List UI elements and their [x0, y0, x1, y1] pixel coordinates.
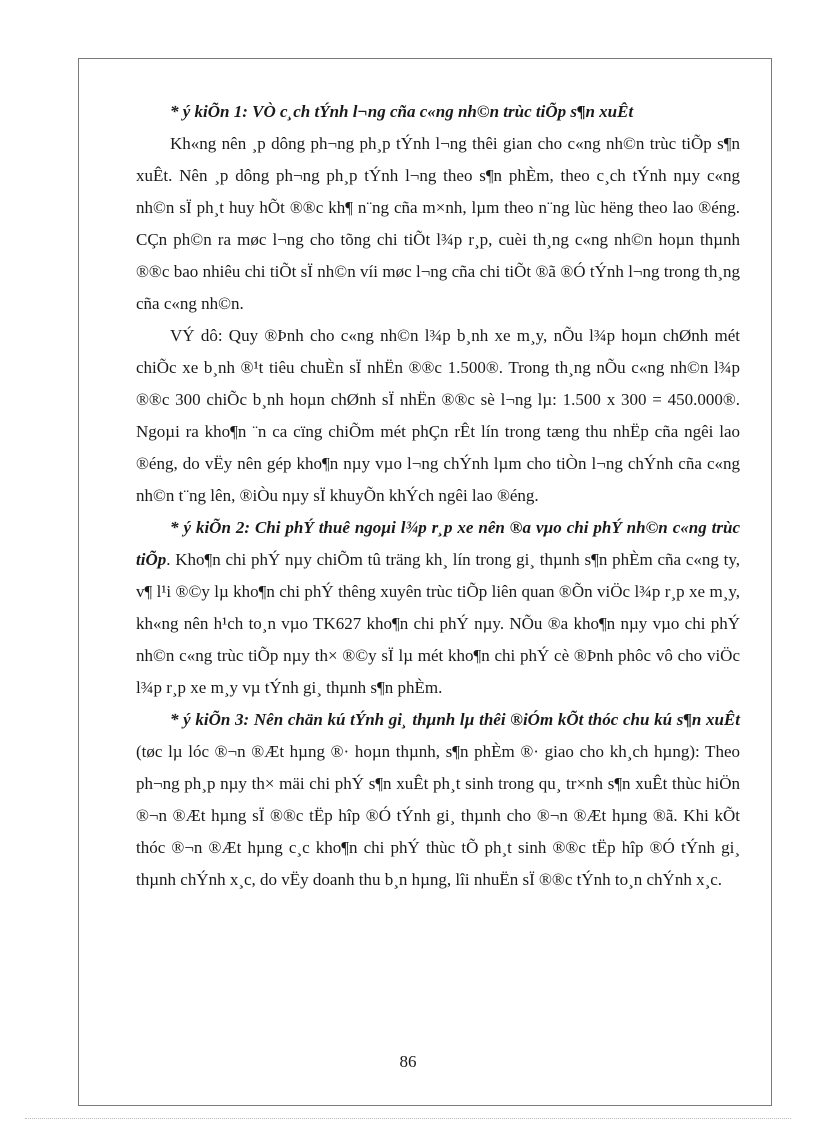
paragraph-opinion-1-heading	[136, 96, 740, 128]
opinion-2-heading: * ý kiÕn 2: Chi phÝ thuê ngoµi l¾p r¸p xe nên ®a vµo chi phÝ nh©n c«ng trùc tiÕp	[136, 518, 740, 569]
paragraph-opinion-3	[136, 704, 740, 896]
page-number: 86	[399, 1052, 417, 1071]
paragraph-text: VÝ dô: Quy ®Þnh cho c«ng nh©n l¾p b¸nh xe m¸y, nÕu l¾p hoµn chØnh mét chiÕc xe b¸nh ®¹t tiêu chuÈn sÏ nhËn ®®c 1.500®. Trong th¸ng nÕu c«ng nh©n l¾p ®®c 300 chiÕc b¸nh hoµn chØnh sÏ nhËn ®®c sè l¬ng lµ: 1.500 x 300 = 450.000®. Ngoµi ra kho¶n ¨n ca cïng chiÕm mét phÇn rÊt lín trong tæng thu nhËp cña ngêi lao ®éng, do vËy nên gép kho¶n nµy vµo l¬ng chÝnh lµm cho tiÒn l¬ng chÝnh cña c«ng nh©n t¨ng lên, ®iÒu nµy sÏ khuyÕn khÝch ngêi lao ®éng.	[136, 326, 740, 505]
paragraph-wage-method	[136, 128, 740, 320]
paragraph-example	[136, 320, 740, 512]
page-break-line	[25, 1118, 791, 1119]
paragraph-text: Kh«ng nên ¸p dông ph¬ng ph¸p tÝnh l¬ng thêi gian cho c«ng nh©n trùc tiÕp s¶n xuÊt. Nên ¸p dông ph¬ng ph¸p tÝnh l¬ng theo s¶n phÈm, theo c¸ch tÝnh nµy c«ng nh©n sÏ ph¸t huy hÕt ®®c kh¶ n¨ng cña m×nh, lµm theo n¨ng lùc hëng theo lao ®éng. CÇn ph©n ra møc l¬ng cho tõng chi tiÕt l¾p r¸p, cuèi th¸ng c«ng nh©n hoµn thµnh ®®c bao nhiêu chi tiÕt sÏ nh©n víi møc l¬ng cña chi tiÕt ®ã ®Ó tÝnh l¬ng trong th¸ng cña c«ng nh©n.	[136, 134, 740, 313]
document-body	[136, 96, 740, 896]
opinion-3-heading: * ý kiÕn 3: Nên chän kú tÝnh gi¸ thµnh lµ thêi ®iÓm kÕt thóc chu kú s¶n xuÊt	[170, 710, 740, 729]
paragraph-text: (tøc lµ lóc ®¬n ®Æt hµng ®· hoµn thµnh, s¶n phÈm ®· giao cho kh¸ch hµng): Theo ph¬ng ph¸p nµy th× mäi chi phÝ s¶n xuÊt ph¸t sinh trong qu¸ tr×nh s¶n xuÊt thùc hiÖn ®¬n ®Æt hµng sÏ ®®c tËp hîp ®Ó tÝnh gi¸ thµnh cho ®¬n ®Æt hµng ®ã. Khi kÕt thóc ®¬n ®Æt hµng c¸c kho¶n chi phÝ thùc tÕ ph¸t sinh ®®c tËp hîp ®Ó tÝnh gi¸ thµnh chÝnh x¸c, do vËy doanh thu b¸n hµng, lîi nhuËn sÏ ®®c tÝnh to¸n chÝnh x¸c.	[136, 742, 740, 889]
opinion-1-heading: * ý kiÕn 1: VÒ c¸ch tÝnh l¬ng cña c«ng nh©n trùc tiÕp s¶n xuÊt	[170, 102, 634, 121]
paragraph-opinion-2	[136, 512, 740, 704]
paragraph-text: . Kho¶n chi phÝ nµy chiÕm tû träng kh¸ lín trong gi¸ thµnh s¶n phÈm cña c«ng ty, v¶ l¹i ®©y lµ kho¶n chi phÝ thêng xuyên trùc tiÕp liên quan ®Õn viÖc l¾p r¸p xe m¸y, kh«ng nên h¹ch to¸n vµo TK627 kho¶n chi phÝ nµy. NÕu ®a kho¶n nµy vµo chi phÝ nh©n c«ng trùc tiÕp nµy th× ®©y sÏ lµ mét kho¶n chi phÝ cè ®Þnh phôc vô cho viÖc l¾p r¸p xe m¸y vµ tÝnh gi¸ thµnh s¶n phÈm.	[136, 550, 740, 697]
